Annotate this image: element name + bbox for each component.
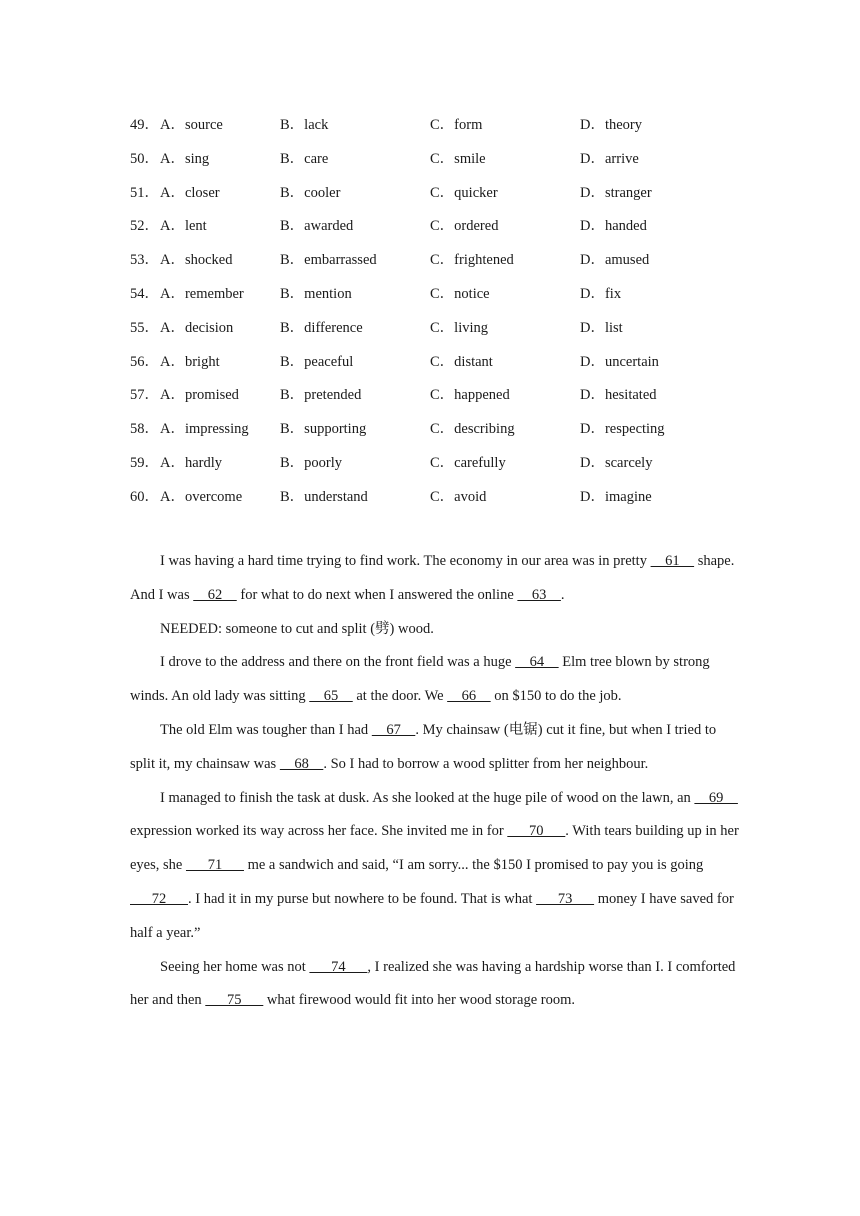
question-number: 49． [130,117,159,133]
option-c: C．form [430,117,483,133]
option-c: C．frightened [430,252,514,269]
question-number: 57． [130,387,159,404]
question-number: 50． [130,150,159,167]
option-a: A．overcome [160,488,243,505]
passage-text: shape. And I was [130,553,735,603]
option-d: D．scarcely [580,454,653,471]
question-row [130,206,770,240]
option-d: D．uncertain [580,353,659,370]
answer-blank[interactable]: 64 [515,654,559,671]
option-c: C．carefully [430,454,506,471]
passage-text: on $150 to do the job. [490,688,622,705]
answer-blank[interactable]: 74 [309,958,368,975]
question-row [130,173,770,207]
passage-text: I drove to the address and there on the front field was a huge [160,654,516,671]
option-b: B．lack [280,117,329,133]
option-a: A．impressing [160,421,249,438]
passage-text: . I had it in my purse but nowhere to be found. That is what [188,890,537,907]
passage-text: at the door. We [352,688,448,705]
passage-text: Seeing her home was not [160,958,310,975]
question-number: 51． [130,184,159,201]
option-a: A．decision [160,319,234,336]
passage-paragraph [130,646,740,714]
option-b: B．peaceful [280,353,354,370]
question-row [130,105,770,139]
question-number: 56． [130,353,159,370]
question-row [130,139,770,173]
answer-blank[interactable]: 69 [694,789,738,806]
option-a: A．shocked [160,252,233,269]
answer-blank[interactable]: 68 [279,755,324,772]
option-d: D．hesitated [580,387,657,404]
question-row [130,409,770,443]
option-b: B．poorly [280,454,343,471]
passage-text: for what to do next when I answered the online [236,586,518,603]
passage-text: expression worked its way across her face. She invited me in for [130,823,508,840]
answer-blank[interactable]: 70 [507,823,566,840]
passage-text: . So I had to borrow a wood splitter from her neighbour. [323,755,649,772]
passage-paragraph [130,782,740,951]
question-row [130,375,770,409]
question-number: 52． [130,218,159,235]
option-d: D．amused [580,252,650,269]
passage-text: . My chainsaw (电锯) cut it fine, but when I tried to split it, my chainsaw was [130,721,717,772]
question-number: 53． [130,252,159,269]
option-a: A．sing [160,150,210,167]
question-number: 59． [130,454,159,471]
option-b: B．supporting [280,421,367,438]
question-row [130,477,770,511]
option-a: A．closer [160,184,220,201]
option-d: D．stranger [580,184,652,201]
question-number: 54． [130,285,159,302]
option-b: B．cooler [280,184,341,201]
option-c: C．smile [430,150,486,167]
option-d: D．respecting [580,421,665,438]
passage-text: Elm tree blown by strong winds. An old lady was sitting [130,654,710,705]
answer-blank[interactable]: 63 [517,586,561,603]
option-b: B．embarrassed [280,252,377,269]
option-c: C．happened [430,387,510,404]
answer-blank[interactable]: 72 [130,890,188,907]
question-number: 58． [130,421,159,438]
answer-blank[interactable]: 71 [185,857,244,874]
cloze-passage [130,545,740,1018]
option-c: C．describing [430,421,515,438]
option-d: D．list [580,319,623,336]
answer-blank[interactable]: 67 [371,721,416,738]
answer-blank[interactable]: 75 [205,992,264,1009]
passage-paragraph [130,951,740,1019]
option-c: C．avoid [430,488,487,505]
option-b: B．care [280,150,329,167]
passage-text: I was having a hard time trying to find work. The economy in our area was in pretty [160,553,651,569]
option-b: B．understand [280,488,368,505]
option-c: C．ordered [430,218,499,235]
passage-paragraph [130,613,740,647]
option-c: C．distant [430,353,493,370]
passage-text: , I realized she was having a hardship worse than I. I comforted her and then [130,958,736,1009]
option-d: D．imagine [580,488,652,505]
question-row [130,443,770,477]
passage-text: NEEDED: someone to cut and split (劈) wood. [160,620,434,637]
option-a: A．remember [160,285,244,302]
question-number: 55． [130,319,159,336]
passage-paragraph [130,714,740,782]
option-a: A．bright [160,353,220,370]
passage-paragraph [130,545,740,613]
option-c: C．notice [430,285,490,302]
option-d: D．handed [580,218,647,235]
option-a: A．hardly [160,454,223,471]
option-d: D．fix [580,285,622,302]
option-b: B．pretended [280,387,362,404]
answer-blank[interactable]: 65 [309,688,353,705]
option-b: B．awarded [280,218,354,235]
question-number: 60． [130,488,159,505]
passage-text: money I have saved for half a year.” [130,890,734,941]
passage-text: . With tears building up in her eyes, she [130,823,739,874]
passage-text: me a sandwich and said, “I am sorry... the $150 I promised to pay you is going [243,857,704,874]
question-row [130,308,770,342]
option-c: C．quicker [430,184,498,201]
option-a: A．lent [160,218,207,235]
answer-blank[interactable]: 62 [193,586,237,603]
passage-text: The old Elm was tougher than I had [160,721,372,738]
question-row [130,274,770,308]
passage-text: . [560,586,565,603]
answer-blank[interactable]: 73 [536,890,595,907]
passage-text: what firewood would fit into her wood storage room. [263,992,575,1009]
option-d: D．theory [580,117,643,133]
question-row [130,342,770,376]
answer-blank[interactable]: 61 [650,553,695,569]
passage-text: I managed to finish the task at dusk. As she looked at the huge pile of wood on the lawn, an [160,789,695,806]
question-row [130,240,770,274]
option-a: A．promised [160,387,239,404]
answer-blank[interactable]: 66 [447,688,491,705]
option-b: B．mention [280,285,352,302]
option-c: C．living [430,319,489,336]
option-d: D．arrive [580,150,639,167]
options-list [130,105,770,511]
option-a: A．source [160,117,223,133]
option-b: B．difference [280,319,363,336]
